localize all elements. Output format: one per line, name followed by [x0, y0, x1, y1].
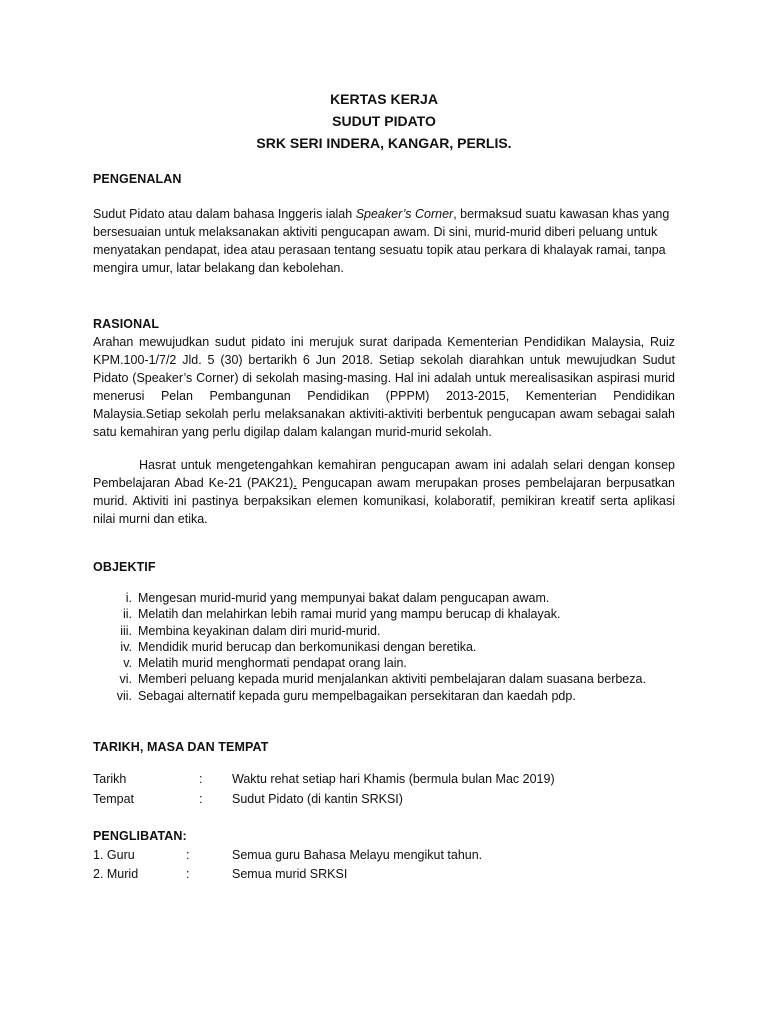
list-item — [93, 671, 693, 687]
list-item-text: Membina keyakinan dalam diri murid-murid. — [138, 623, 381, 638]
tempat-value: Sudut Pidato (di kantin SRKSI) — [232, 792, 403, 806]
tempat-colon: : — [199, 792, 203, 806]
tempat-label: Tempat — [93, 792, 134, 806]
murid-row — [93, 867, 347, 881]
rasional-p2-underlined: . — [293, 476, 297, 490]
pengenalan-heading: PENGENALAN — [93, 172, 182, 186]
list-item-text: Melatih murid menghormati pendapat orang lain. — [138, 656, 407, 671]
list-item — [93, 639, 693, 655]
objektif-heading: OBJEKTIF — [93, 560, 156, 574]
title-line-3: SRK SERI INDERA, KANGAR, PERLIS. — [256, 135, 512, 151]
objektif-list — [93, 590, 693, 704]
list-item — [93, 655, 693, 671]
list-item-text: Mengesan murid-murid yang mempunyai bakat dalam pengucapan awam. — [138, 591, 550, 605]
list-item-text: Memberi peluang kepada murid menjalankan aktiviti pembelajaran dalam suasana berbeza. — [138, 672, 646, 687]
tarikh-row — [93, 772, 555, 786]
list-item-number: iv. — [120, 639, 132, 654]
list-item-number: vii. — [116, 688, 132, 703]
rasional-p2-text-2: Pengucapan awam merupakan proses pembelajaran berpusatkan murid. Aktiviti ini pastinya berpaksikan elemen komunikasi, kolaboratif, pemikiran kreatif serta aplikasi nilai murni dan etika. — [93, 476, 675, 526]
list-item-number: iii. — [120, 623, 132, 638]
murid-label: 2. Murid — [93, 867, 139, 881]
list-item-number: vi. — [119, 672, 132, 687]
rasional-paragraph-1: Arahan mewujudkan sudut pidato ini merujuk surat daripada Kementerian Pendidikan Malaysia, Ruiz KPM.100-1/7/2 Jld. 5 (30) bertarikh 6 Jun 2018. Setiap sekolah diarahkan untuk mewujudkan Sudut Pidato (Speaker’s Corner) di sekolah masing-masing. Hal ini adalah untuk merealisasikan aspirasi murid menerusi Pelan Pembangunan Pendidikan (PPPM) 2013-2015, Kementerian Pendidikan Malaysia.Setiap sekolah perlu melaksanakan aktiviti-aktiviti berbentuk pengucapan awam sebagai salah satu kemahiran yang perlu digilap dalam kalangan murid-murid sekolah. — [93, 335, 675, 439]
rasional-p2-text-1: Hasrat untuk mengetengahkan kemahiran pengucapan awam ini adalah selari dengan konsep Pembelajaran Abad Ke-21 (PAK21) — [93, 458, 675, 490]
tarikh-value: Waktu rehat setiap hari Khamis (bermula bulan Mac 2019) — [232, 772, 555, 786]
document-title — [0, 90, 768, 156]
pengenalan-text-em: Speaker’s Corner — [355, 207, 454, 221]
guru-colon: : — [186, 848, 190, 862]
list-item — [93, 623, 693, 639]
title-line-1: KERTAS KERJA — [330, 91, 438, 107]
murid-value: Semua murid SRKSI — [232, 867, 348, 881]
guru-label: 1. Guru — [93, 848, 135, 862]
list-item-text: Mendidik murid berucap dan berkomunikasi dengan beretika. — [138, 639, 477, 654]
tarikh-label: Tarikh — [93, 772, 127, 786]
tempat-row — [93, 792, 403, 806]
list-item-number: ii. — [122, 607, 132, 622]
rasional-heading: RASIONAL — [93, 317, 160, 331]
guru-value: Semua guru Bahasa Melayu mengikut tahun. — [232, 848, 483, 862]
list-item-text: Melatih dan melahirkan lebih ramai murid yang mampu berucap di khalayak. — [138, 607, 561, 622]
list-item-text: Sebagai alternatif kepada guru mempelbagaikan persekitaran dan kaedah pdp. — [138, 688, 576, 703]
list-item — [93, 688, 693, 704]
pengenalan-paragraph — [93, 205, 675, 277]
tarikh-heading: TARIKH, MASA DAN TEMPAT — [93, 740, 269, 754]
list-item — [93, 590, 693, 606]
penglibatan-heading: PENGLIBATAN: — [93, 829, 187, 843]
list-item-number: v. — [123, 656, 132, 671]
pengenalan-text-1: Sudut Pidato atau dalam bahasa Inggeris ialah — [93, 207, 356, 221]
murid-colon: : — [186, 867, 190, 881]
pengenalan-text-2: , bermaksud suatu kawasan khas yang bersesuaian untuk melaksanakan aktiviti pengucapan awam. Di sini, murid-murid diberi peluang untuk menyatakan pendapat, idea atau perasaan tentang sesuatu topik atau perkara di khalayak ramai, tanpa mengira umur, latar belakang dan kebolehan. — [93, 207, 670, 275]
list-item-number: i. — [125, 591, 132, 605]
rasional-paragraph-2 — [93, 456, 675, 528]
list-item — [93, 606, 693, 622]
tarikh-colon: : — [199, 772, 203, 786]
title-line-2: SUDUT PIDATO — [332, 113, 436, 129]
guru-row — [93, 848, 482, 862]
